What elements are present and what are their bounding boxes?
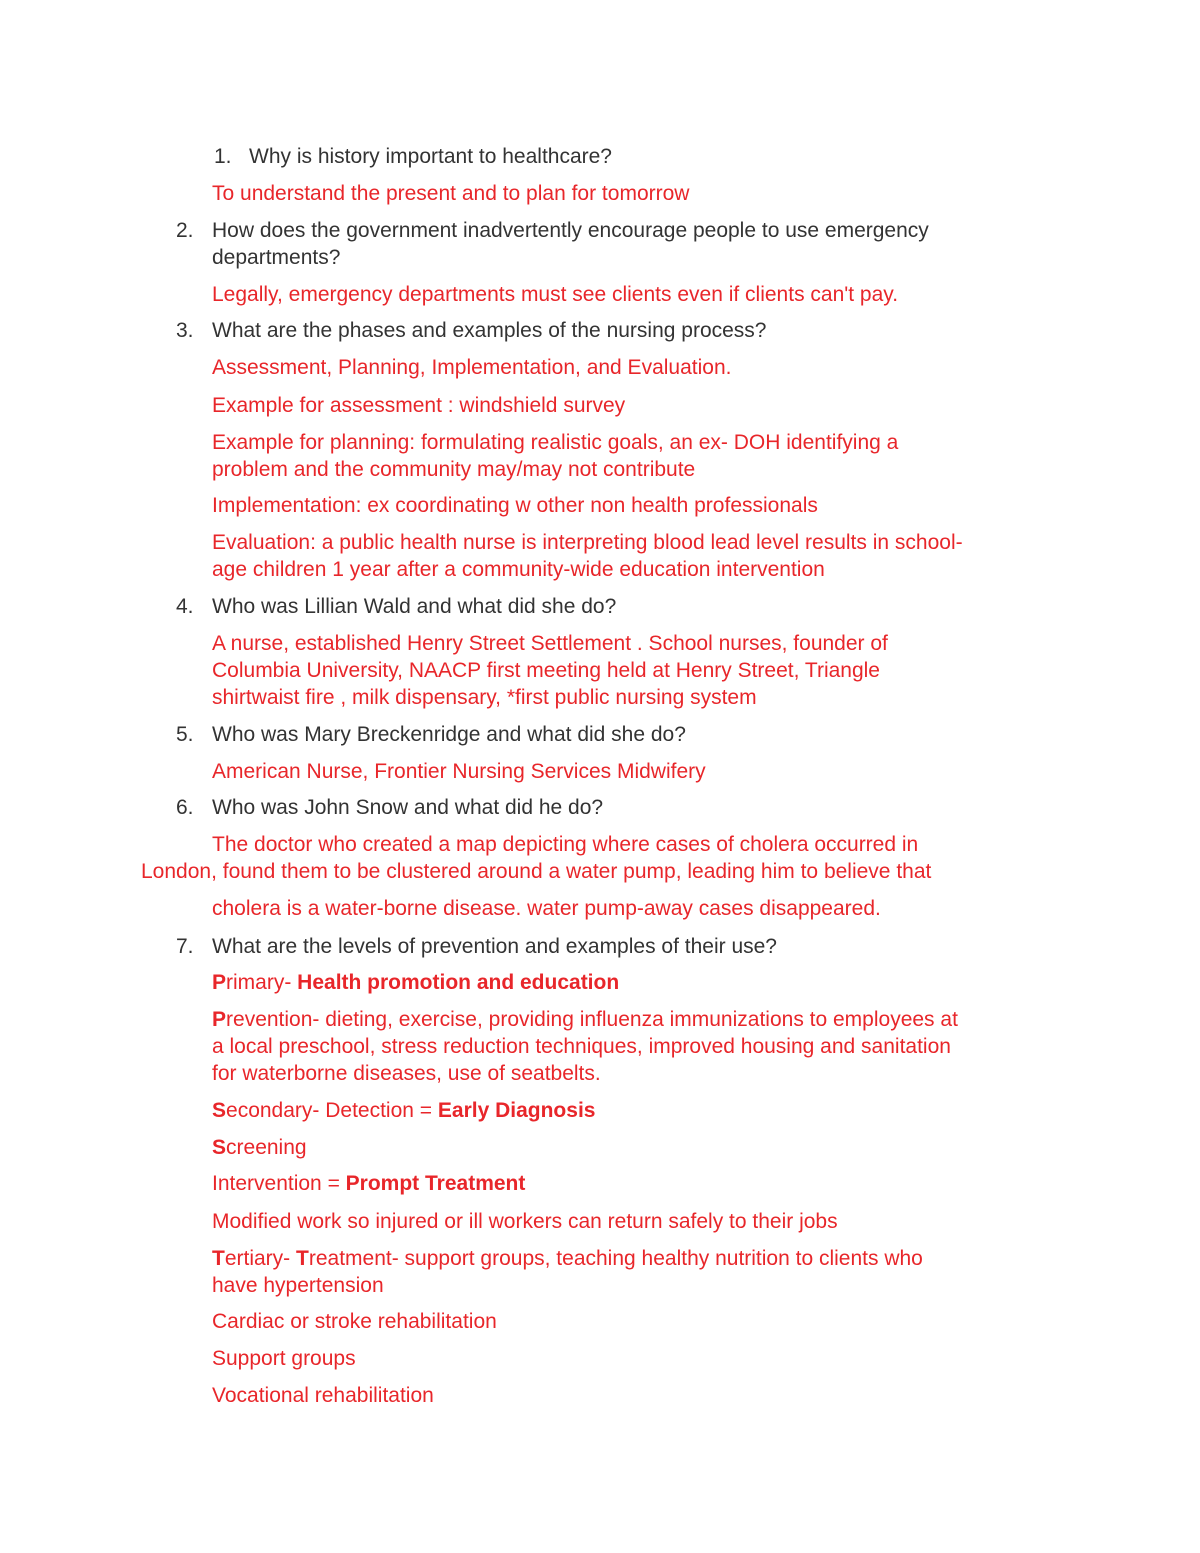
label-text: creening: [226, 1136, 307, 1159]
answer-text: American Nurse, Frontier Nursing Services Midwifery: [212, 760, 706, 783]
answer-text: Vocational rehabilitation: [212, 1384, 434, 1407]
label-text: econdary- Detection =: [226, 1099, 438, 1122]
label-text: ertiary-: [224, 1247, 297, 1270]
tertiary-prevention-line: [212, 1245, 923, 1272]
answer-text: The doctor who created a map depicting where cases of cholera occurred in: [212, 833, 919, 856]
answer-text: To understand the present and to plan for tomorrow: [212, 182, 690, 205]
question-number: 3.: [176, 319, 194, 342]
emphasis-text: Prompt Treatment: [345, 1172, 526, 1195]
answer-text: age children 1 year after a community-wide education intervention: [212, 558, 825, 581]
initial-letter: S: [212, 1136, 227, 1159]
initial-letter: P: [212, 971, 227, 994]
label-text: rimary-: [226, 971, 298, 994]
question-text: Who was John Snow and what did he do?: [212, 796, 604, 819]
answer-text: for waterborne diseases, use of seatbelts.: [212, 1062, 601, 1085]
question-text: How does the government inadvertently encourage people to use emergency: [212, 219, 929, 242]
prevention-line: [212, 1006, 958, 1033]
answer-text: Cardiac or stroke rehabilitation: [212, 1310, 497, 1333]
question-number: 6.: [176, 796, 194, 819]
intervention-line: [212, 1170, 525, 1197]
primary-prevention-line: [212, 969, 619, 996]
answer-text: Columbia University, NAACP first meeting held at Henry Street, Triangle: [212, 659, 880, 682]
answer-text: Evaluation: a public health nurse is interpreting blood lead level results in school-: [212, 531, 963, 554]
question-number: 4.: [176, 595, 194, 618]
question-text: Who was Lillian Wald and what did she do?: [212, 595, 617, 618]
question-text: Who was Mary Breckenridge and what did she do?: [212, 723, 686, 746]
question-number: 1.: [214, 145, 232, 168]
answer-text: Assessment, Planning, Implementation, and Evaluation.: [212, 356, 732, 379]
label-text: Intervention =: [212, 1172, 346, 1195]
answer-text: problem and the community may/may not contribute: [212, 458, 696, 481]
label-text: reatment- support groups, teaching healthy nutrition to clients who: [308, 1247, 923, 1270]
answer-text: shirtwaist fire , milk dispensary, *first public nursing system: [212, 686, 757, 709]
initial-letter: T: [296, 1247, 309, 1270]
question-text: Why is history important to healthcare?: [249, 145, 612, 168]
answer-text: have hypertension: [212, 1274, 384, 1297]
answer-text: Modified work so injured or ill workers can return safely to their jobs: [212, 1210, 838, 1233]
answer-text: Support groups: [212, 1347, 356, 1370]
initial-letter: S: [212, 1099, 227, 1122]
answer-text: cholera is a water-borne disease. water pump-away cases disappeared.: [212, 897, 881, 920]
answer-text: Example for planning: formulating realistic goals, an ex- DOH identifying a: [212, 431, 899, 454]
question-number: 5.: [176, 723, 194, 746]
answer-text: Legally, emergency departments must see clients even if clients can't pay.: [212, 283, 899, 306]
initial-letter: T: [212, 1247, 225, 1270]
answer-text: a local preschool, stress reduction techniques, improved housing and sanitation: [212, 1035, 951, 1058]
screening-line: [212, 1134, 307, 1161]
emphasis-text: Health promotion and education: [297, 971, 620, 994]
question-number: 7.: [176, 935, 194, 958]
answer-text: A nurse, established Henry Street Settlement . School nurses, founder of: [212, 632, 888, 655]
label-text: revention- dieting, exercise, providing influenza immunizations to employees at: [226, 1008, 958, 1031]
question-text: departments?: [212, 246, 341, 269]
question-text: What are the levels of prevention and examples of their use?: [212, 935, 777, 958]
question-text: What are the phases and examples of the nursing process?: [212, 319, 767, 342]
question-number: 2.: [176, 219, 194, 242]
answer-text: Example for assessment : windshield survey: [212, 394, 626, 417]
initial-letter: P: [212, 1008, 227, 1031]
answer-text: London, found them to be clustered around a water pump, leading him to believe that: [141, 860, 932, 883]
secondary-prevention-line: [212, 1097, 595, 1124]
emphasis-text: Early Diagnosis: [437, 1099, 596, 1122]
answer-text: Implementation: ex coordinating w other non health professionals: [212, 494, 818, 517]
